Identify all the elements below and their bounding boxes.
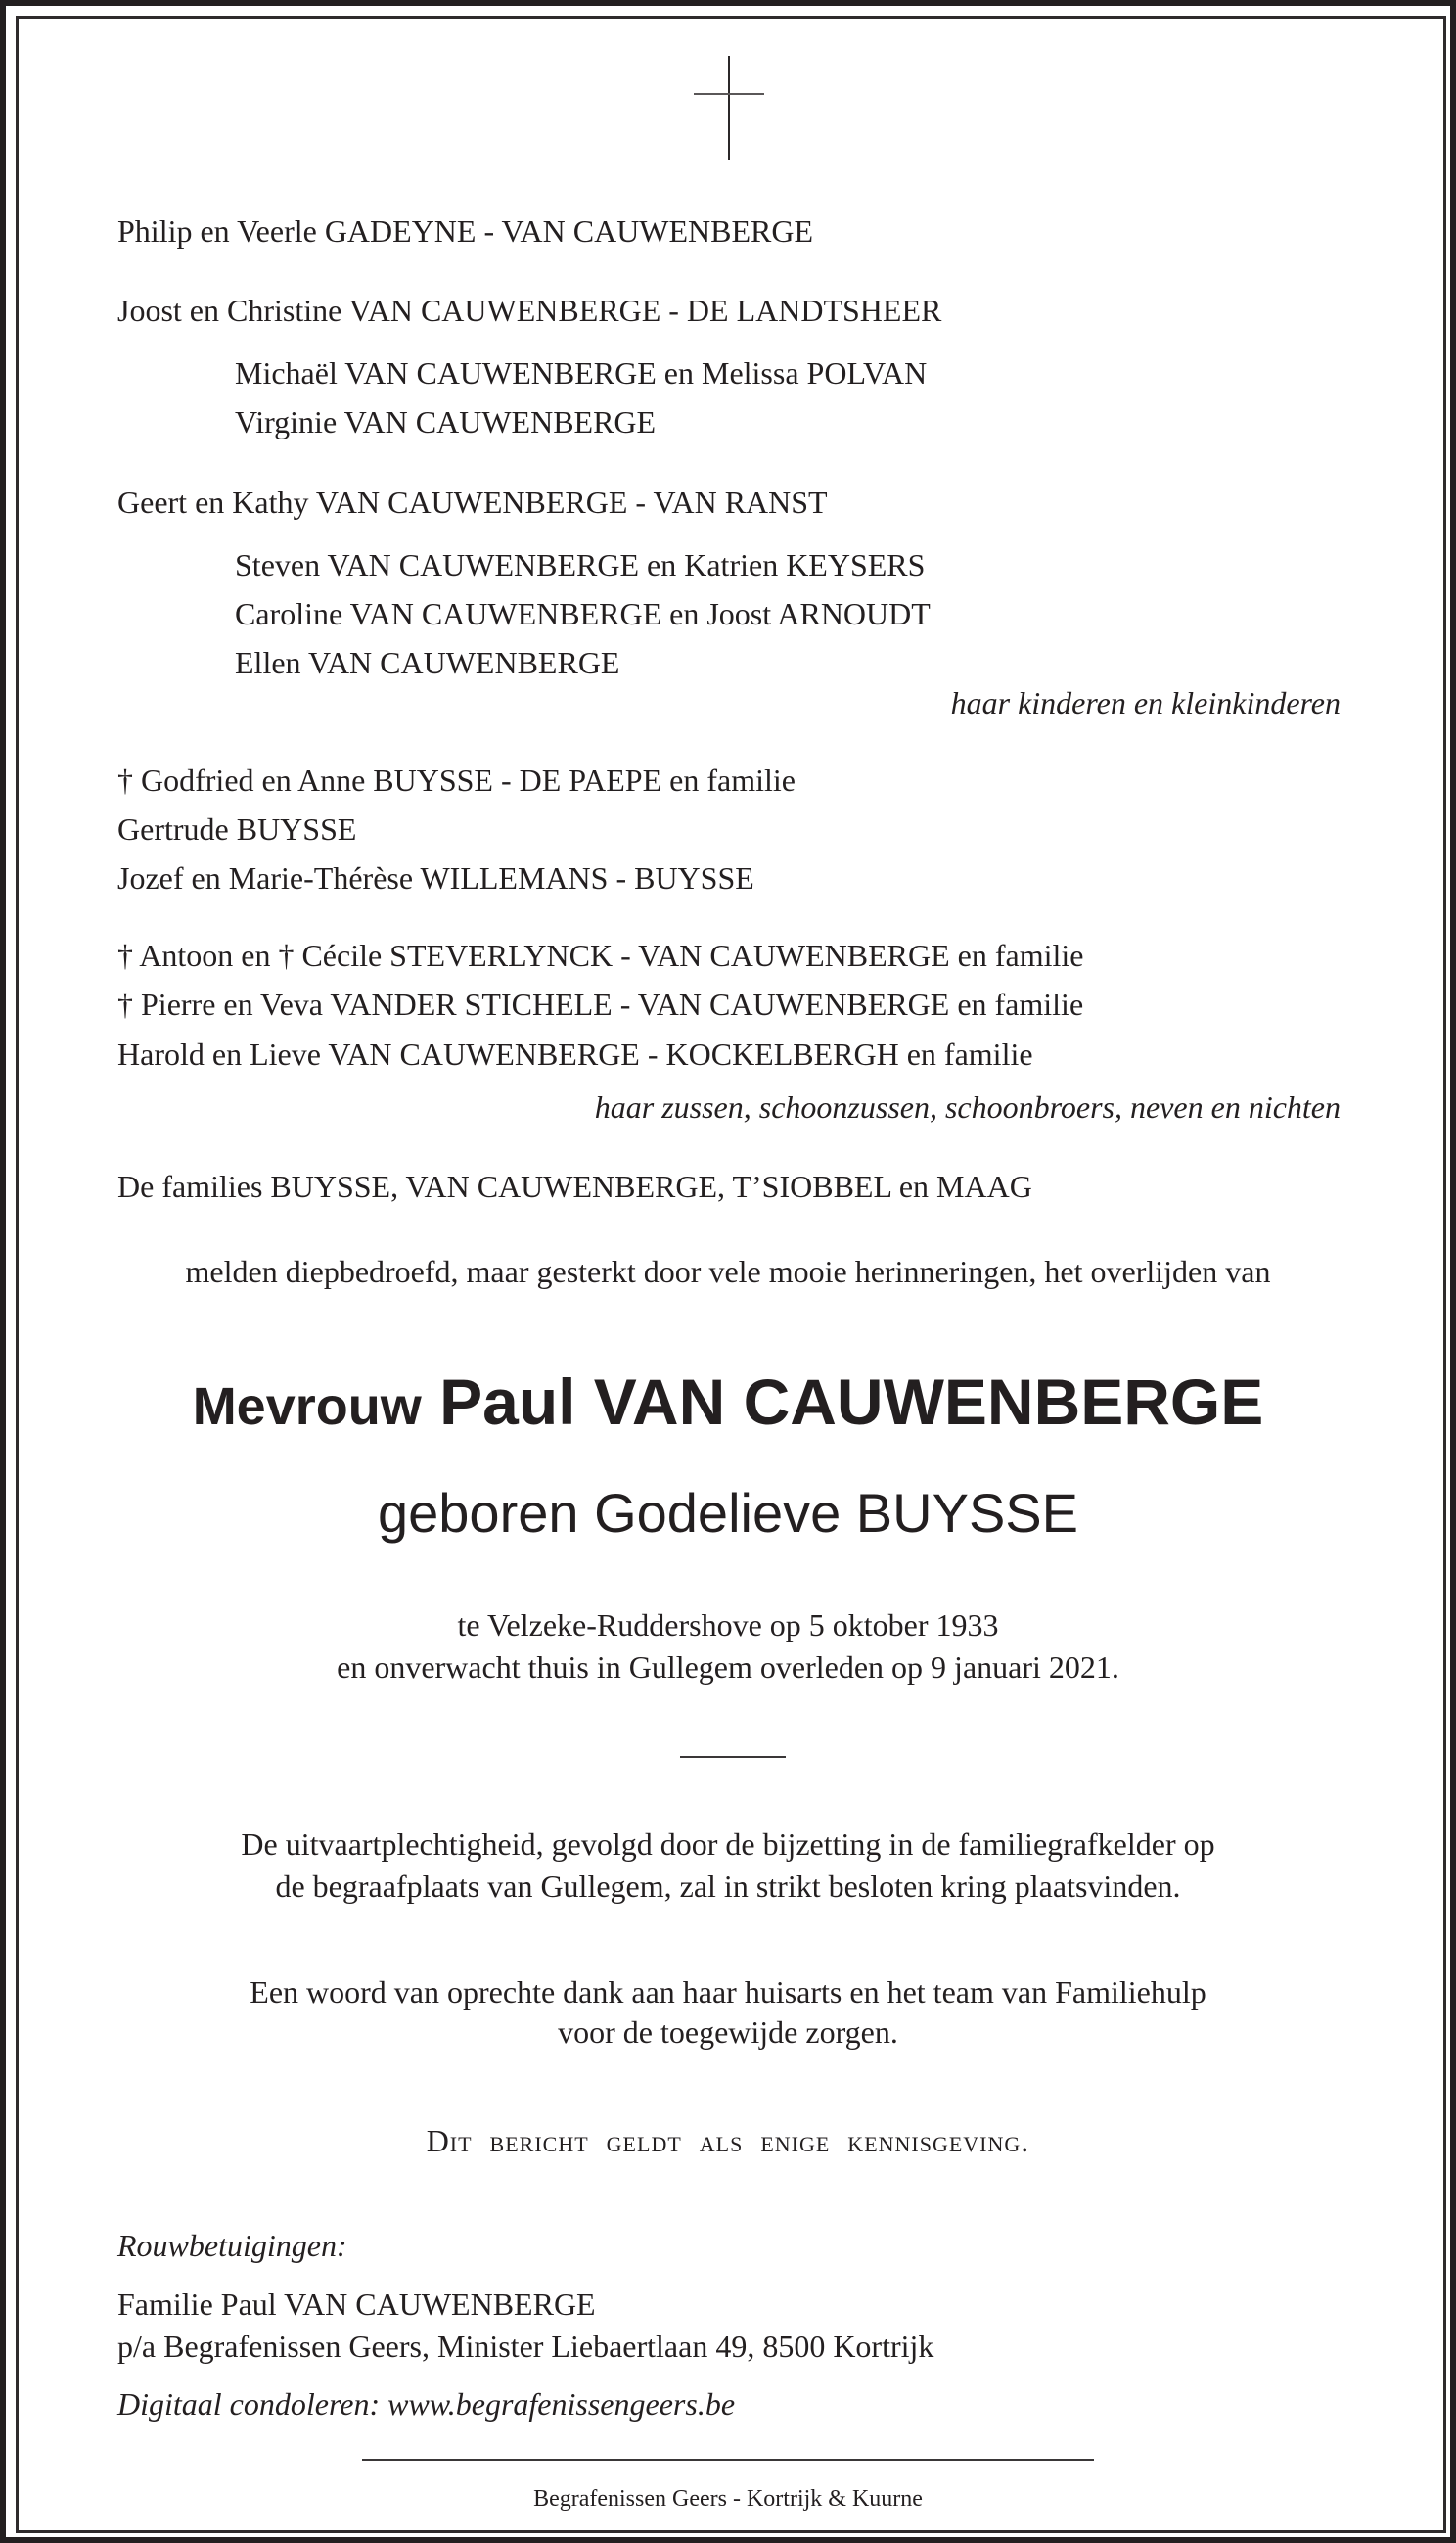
funeral-text: De uitvaartplechtigheid, gevolgd door de bijzetting in de familiegrafkelder op [241, 1826, 1215, 1862]
grandchild-line: Virginie VAN CAUWENBERGE [235, 404, 657, 439]
family-line: Philip en Veerle GADEYNE - VAN CAUWENBERGE [117, 213, 814, 249]
deceased-full-name: Paul VAN CAUWENBERGE [439, 1365, 1264, 1438]
death-line: en onverwacht thuis in Gullegem overleden op 9 januari 2021. [337, 1649, 1119, 1685]
family-line: Geert en Kathy VAN CAUWENBERGE - VAN RANST [117, 485, 828, 520]
footer-text: Begrafenissen Geers - Kortrijk & Kuurne [533, 2486, 923, 2512]
deceased-born-name: geboren Godelieve BUYSSE [378, 1482, 1078, 1544]
thanks-text: voor de toegewijde zorgen. [558, 2014, 898, 2050]
families-line: De families BUYSSE, VAN CAUWENBERGE, T’SIOBBEL en MAAG [117, 1169, 1032, 1204]
funeral-text: de begraafplaats van Gullegem, zal in strikt besloten kring plaatsvinden. [275, 1869, 1181, 1904]
deceased-prefix: Mevrouw [192, 1377, 422, 1436]
divider-long [362, 2459, 1094, 2461]
children-label: haar kinderen en kleinkinderen [950, 685, 1341, 720]
digital-condolences-link[interactable]: Digitaal condoleren: www.begrafenissengeers.be [117, 2386, 736, 2422]
grandchild-line: Caroline VAN CAUWENBERGE en Joost ARNOUDT [235, 596, 931, 631]
sibling-line: † Godfried en Anne BUYSSE - DE PAEPE en familie [117, 763, 796, 798]
siblings-label: haar zussen, schoonzussen, schoonbroers, neven en nichten [594, 1089, 1341, 1125]
condolences-recipient: Familie Paul VAN CAUWENBERGE [117, 2287, 596, 2322]
thanks-text: Een woord van oprechte dank aan haar huisarts en het team van Familiehulp [250, 1974, 1206, 2010]
grandchild-line: Ellen VAN CAUWENBERGE [235, 645, 620, 680]
divider-short [680, 1756, 786, 1758]
cross-horizontal-bar [694, 93, 764, 95]
family-line: Joost en Christine VAN CAUWENBERGE - DE LANDTSHEER [117, 293, 942, 328]
sibling-line: † Pierre en Veva VANDER STICHELE - VAN CAUWENBERGE en familie [117, 987, 1084, 1022]
announcement-text: melden diepbedroefd, maar gesterkt door vele mooie herinneringen, het overlijden van [185, 1254, 1271, 1289]
deceased-name [0, 1365, 1456, 1439]
sibling-line: † Antoon en † Cécile STEVERLYNCK - VAN CAUWENBERGE en familie [117, 938, 1084, 973]
grandchild-line: Steven VAN CAUWENBERGE en Katrien KEYSERS [235, 547, 926, 582]
condolences-label: Rouwbetuigingen: [117, 2228, 347, 2263]
sibling-line: Harold en Lieve VAN CAUWENBERGE - KOCKELBERGH en familie [117, 1037, 1033, 1072]
cross-vertical-bar [728, 56, 730, 160]
grandchild-line: Michaël VAN CAUWENBERGE en Melissa POLVAN [235, 355, 928, 391]
official-notice: Dit bericht geldt als enige kennisgeving. [426, 2123, 1030, 2158]
sibling-line: Jozef en Marie-Thérèse WILLEMANS - BUYSSE [117, 860, 754, 896]
condolences-address: p/a Begrafenissen Geers, Minister Liebaertlaan 49, 8500 Kortrijk [117, 2329, 934, 2364]
birth-line: te Velzeke-Ruddershove op 5 oktober 1933 [457, 1607, 999, 1642]
sibling-line: Gertrude BUYSSE [117, 811, 357, 847]
